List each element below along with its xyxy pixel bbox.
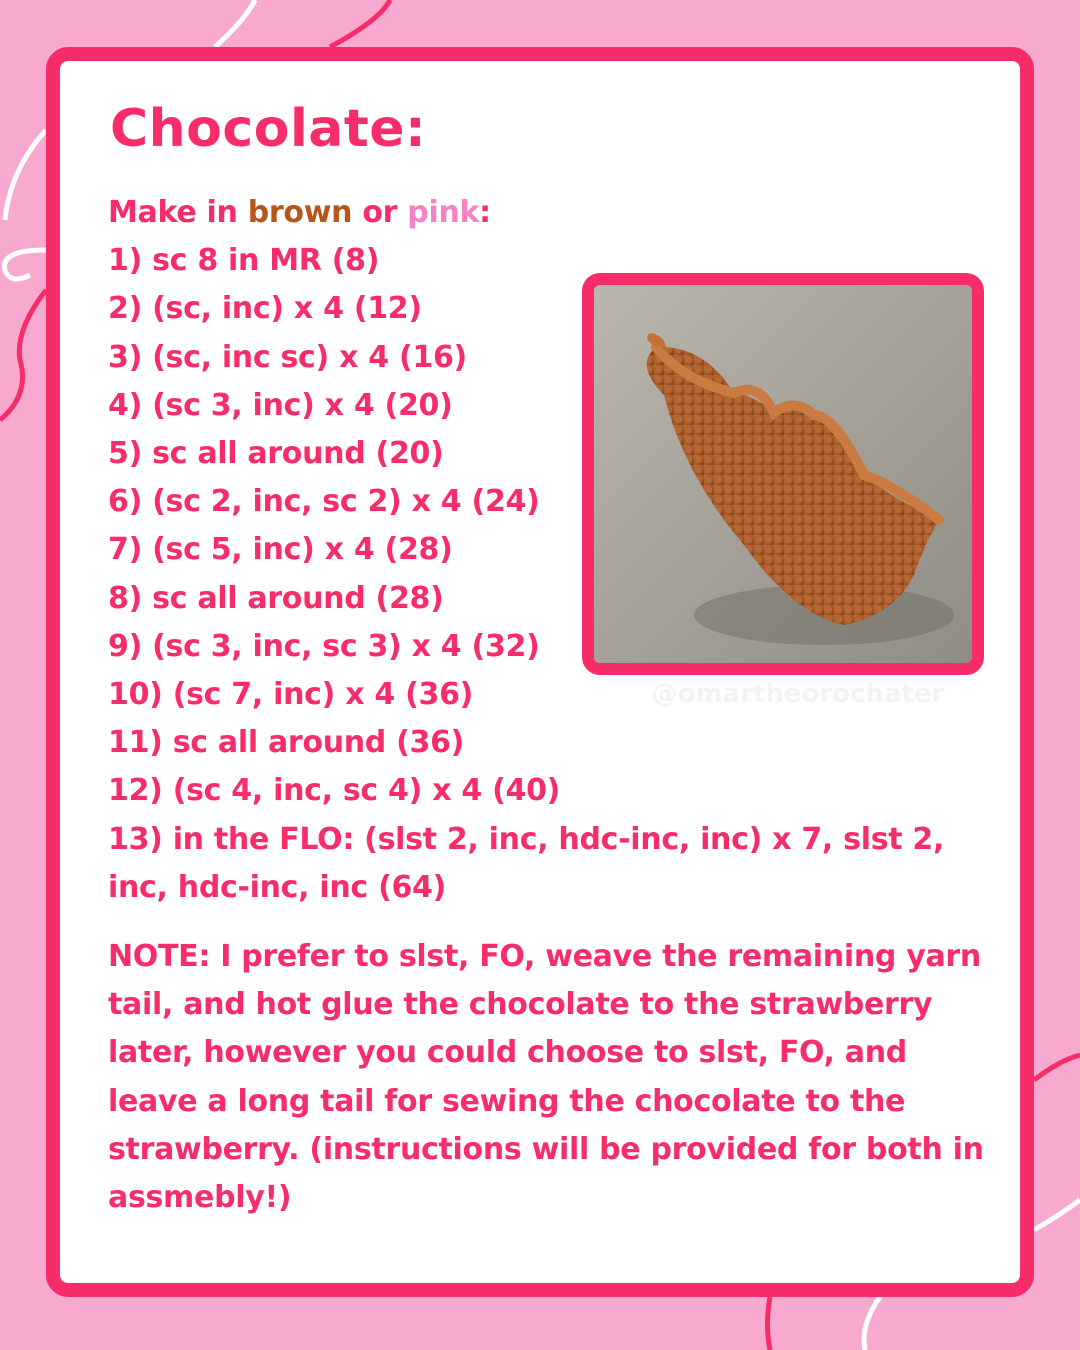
round-6: 6) (sc 2, inc, sc 2) x 4 (24) — [108, 484, 540, 520]
round-8: 8) sc all around (28) — [108, 580, 444, 616]
chocolate-photo — [582, 273, 984, 675]
round-11: 11) sc all around (36) — [108, 725, 465, 761]
note-paragraph: NOTE: I prefer to slst, FO, weave the remaining yarn tail, and hot glue the chocolate to the strawberry later, however you could choose to slst, FO, and leave a long tail for sewing the chocolate to the strawberry. (instructions will be provided for both in assmebly!) — [108, 939, 984, 1216]
page-title: Chocolate: — [110, 99, 427, 159]
round-10: 10) (sc 7, inc) x 4 (36) — [108, 677, 474, 713]
round-5: 5) sc all around (20) — [108, 436, 444, 472]
round-9: 9) (sc 3, inc, sc 3) x 4 (32) — [108, 628, 540, 664]
round-4: 4) (sc 3, inc) x 4 (20) — [108, 387, 453, 423]
round-7: 7) (sc 5, inc) x 4 (28) — [108, 532, 453, 568]
pattern-card — [46, 47, 1034, 1297]
round-1: 1) sc 8 in MR (8) — [108, 243, 380, 279]
round-12: 12) (sc 4, inc, sc 4) x 4 (40) — [108, 773, 561, 809]
color-pink-label: pink — [407, 195, 480, 230]
round-3: 3) (sc, inc sc) x 4 (16) — [108, 339, 467, 375]
round-2: 2) (sc, inc) x 4 (12) — [108, 291, 422, 327]
photo-watermark: @omartheorochater — [651, 679, 945, 709]
color-instruction: Make in brown or pink: — [108, 195, 491, 230]
round-13: 13) in the FLO: (slst 2, inc, hdc-inc, inc) x 7, slst 2, inc, hdc-inc, inc (64) — [108, 821, 945, 905]
color-brown-label: brown — [247, 195, 353, 230]
crochet-chocolate-image — [594, 285, 972, 663]
